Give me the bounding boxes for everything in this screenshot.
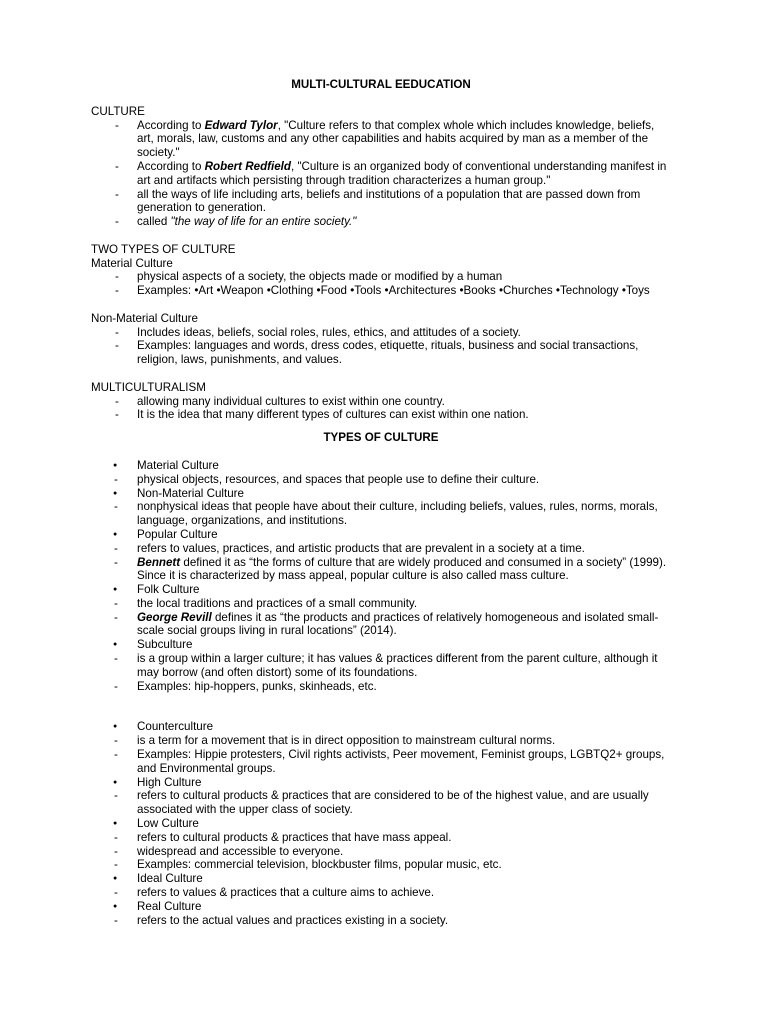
types-of-culture-heading: TYPES OF CULTURE [323, 431, 439, 445]
culture-detail-item: - Examples: hip-hoppers, punks, skinheads, etc. [91, 680, 671, 694]
item-text: According to [137, 118, 205, 132]
item-text: According to [137, 159, 205, 173]
non-material-culture-list [91, 326, 671, 367]
document-page [91, 78, 671, 927]
list-item: - It is the idea that many different types of cultures can exist within one nation. [91, 408, 671, 422]
culture-detail-item: - refers to cultural products & practices that have mass appeal. [91, 831, 671, 845]
list-item: - allowing many individual cultures to exist within one country. [91, 395, 671, 409]
item-text: , "Culture refers to that complex whole which includes knowledge, beliefs, art, morals, law, customs and any other capabilities and habits acquired by man as a member of the society." [137, 118, 655, 160]
culture-detail-item: - Examples: commercial television, blockbuster films, popular music, etc. [91, 858, 671, 872]
list-item [91, 215, 671, 229]
material-culture-list [91, 270, 671, 298]
item-text: , "Culture is an organized body of conventional understanding manifest in art and artifacts which persisting through tradition characterizes a human group." [137, 159, 667, 187]
list-item [91, 160, 671, 188]
types-of-culture-list-1 [91, 459, 671, 694]
culture-type-item: ● Ideal Culture [91, 872, 671, 886]
culture-type-item: ● Real Culture [91, 900, 671, 914]
item-text: defined it as “the forms of culture that are widely produced and consumed in a society” (1999). Since it is characterized by mass appeal, popular culture is also called mass culture. [137, 555, 667, 583]
culture-detail-item: - widespread and accessible to everyone. [91, 845, 671, 859]
culture-detail-item: - refers to values, practices, and artistic products that are prevalent in a society at a time. [91, 542, 671, 556]
culture-detail-item: - refers to cultural products & practices that are considered to be of the highest value, and are usually associated with the upper class of society. [91, 789, 671, 817]
culture-detail-item [91, 611, 671, 639]
author-name: Robert Redfield [204, 159, 291, 173]
quote-text: "the way of life for an entire society." [170, 215, 357, 229]
list-item [91, 119, 671, 160]
author-name: Bennett [137, 555, 181, 569]
list-item: - Examples: •Art •Weapon •Clothing •Food •Tools •Architectures •Books •Churches •Technology •Toys [91, 284, 671, 298]
author-name: George Revill [137, 610, 212, 624]
item-text: called [137, 215, 171, 229]
item-text: defines it as “the products and practices of relatively homogeneous and isolated small-scale social groups living in rural locations” (2014). [137, 610, 659, 638]
material-culture-heading: Material Culture [91, 256, 173, 270]
list-item: - Examples: languages and words, dress codes, etiquette, rituals, business and social transactions, religion, laws, punishments, and values. [91, 339, 671, 367]
culture-list [91, 119, 671, 229]
culture-type-item: ● Material Culture [91, 459, 671, 473]
culture-detail-item: - the local traditions and practices of a small community. [91, 597, 671, 611]
culture-type-item: ● Popular Culture [91, 528, 671, 542]
culture-type-item: ● Non-Material Culture [91, 487, 671, 501]
list-item: - all the ways of life including arts, beliefs and institutions of a population that are passed down from generation to generation. [91, 188, 671, 216]
types-of-culture-list-2 [91, 720, 671, 927]
culture-type-item: ● Counterculture [91, 720, 671, 734]
list-item: - physical aspects of a society, the objects made or modified by a human [91, 270, 671, 284]
culture-type-item: ● Low Culture [91, 817, 671, 831]
multiculturalism-list [91, 395, 671, 423]
document-title: MULTI-CULTURAL EEDUCATION [291, 78, 471, 91]
culture-heading: CULTURE [91, 104, 145, 118]
list-item: - Includes ideas, beliefs, social roles, rules, ethics, and attitudes of a society. [91, 326, 671, 340]
non-material-culture-heading: Non-Material Culture [91, 311, 198, 325]
culture-detail-item: - is a group within a larger culture; it has values & practices different from the parent culture, although it may borrow (and often distort) some of its foundations. [91, 652, 671, 680]
culture-detail-item: - is a term for a movement that is in direct opposition to mainstream cultural norms. [91, 734, 671, 748]
culture-detail-item: - Examples: Hippie protesters, Civil rights activists, Peer movement, Feminist groups, LGBTQ2+ groups, and Environmental groups. [91, 748, 671, 776]
author-name: Edward Tylor [204, 118, 278, 132]
culture-type-item: ● Subculture [91, 638, 671, 652]
culture-detail-item [91, 556, 671, 584]
culture-detail-item: - refers to values & practices that a culture aims to achieve. [91, 886, 671, 900]
multiculturalism-heading: MULTICULTURALISM [91, 380, 206, 394]
two-types-heading: TWO TYPES OF CULTURE [91, 242, 236, 256]
culture-type-item: ● Folk Culture [91, 583, 671, 597]
culture-type-item: ● High Culture [91, 776, 671, 790]
culture-detail-item: - refers to the actual values and practices existing in a society. [91, 914, 671, 928]
culture-detail-item: - nonphysical ideas that people have about their culture, including beliefs, values, rules, norms, morals, language, organizations, and institutions. [91, 500, 671, 528]
culture-detail-item: - physical objects, resources, and spaces that people use to define their culture. [91, 473, 671, 487]
